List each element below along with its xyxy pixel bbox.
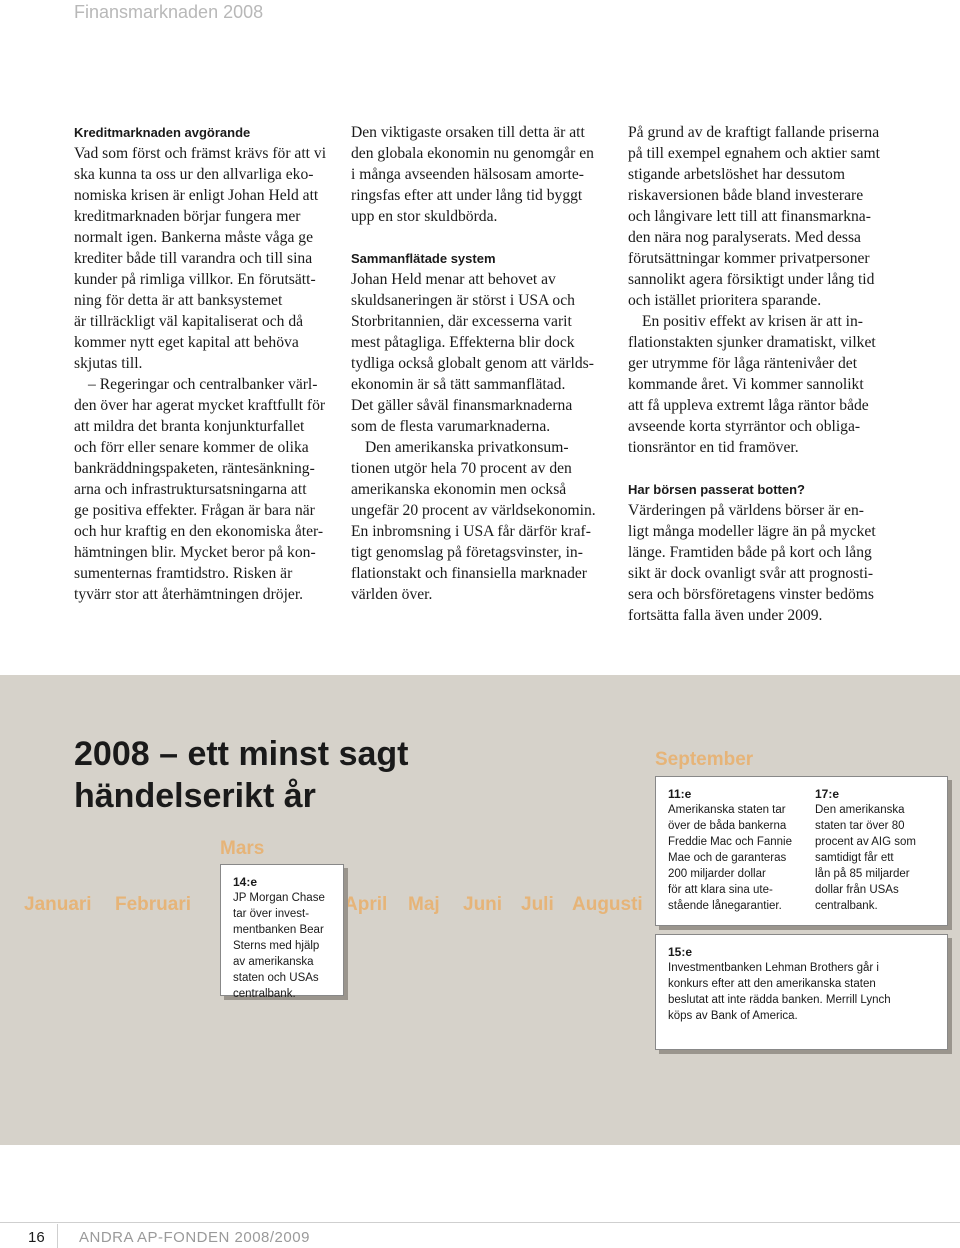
text-line: Vad som först och främst krävs för att vi — [74, 145, 327, 162]
text-line: Den amerikanska privatkonsum- — [365, 439, 569, 456]
text-line: stigande arbetslöshet har dessutom — [628, 166, 845, 183]
timeline-title-line: 2008 – ett minst sagt — [74, 735, 409, 773]
text-line: Amerikanska staten tar — [668, 804, 786, 816]
section-heading: Har börsen passerat botten? — [628, 482, 805, 497]
text-line: den nära nog paralyserats. Med dessa — [628, 229, 861, 246]
text-line: sannolikt agera försiktigt under lång tid — [628, 271, 875, 288]
text-line: Johan Held menar att behovet av — [351, 271, 556, 288]
text-line: tionen utgör hela 70 procent av den — [351, 460, 572, 477]
text-column-2 — [351, 122, 616, 605]
paragraph — [74, 143, 336, 374]
event-card-september-top — [655, 776, 948, 926]
page-number: 16 — [28, 1229, 45, 1246]
event-text — [668, 802, 803, 914]
event-text — [815, 802, 939, 914]
text-line: länge. Framtiden både på kort och lång — [628, 544, 872, 561]
text-line: På grund av de kraftigt fallande priserna — [628, 124, 880, 141]
text-line: Mae och de garanteras — [668, 852, 787, 864]
text-line: köps av Bank of America. — [668, 1010, 798, 1022]
text-line: 200 miljarder dollar — [668, 868, 766, 880]
text-line: Värderingen på världens börser är en- — [628, 502, 864, 519]
text-column-1 — [74, 122, 336, 605]
publication-name: ANDRA AP-FONDEN 2008/2009 — [79, 1229, 310, 1246]
timeline-title — [74, 733, 408, 817]
text-line: skuldsaneringen är störst i USA och — [351, 292, 575, 309]
text-line: ligt många modeller lägre än på mycket — [628, 523, 876, 540]
text-line: kommer nytt eget kapital att behöva — [74, 334, 299, 351]
text-line: En inbromsning i USA får därför kraf- — [351, 523, 591, 540]
text-line: JP Morgan Chase — [233, 892, 325, 904]
text-line: centralbank. — [815, 900, 878, 912]
text-line: Det gäller såväl finansmarknaderna — [351, 397, 573, 414]
text-line: nomiska krisen är enligt Johan Held att — [74, 187, 319, 204]
text-line: krediter både till varandra och till sina — [74, 250, 313, 267]
text-line: kreditmarknaden börjar fungera mer — [74, 208, 301, 225]
month-februari: Februari — [115, 894, 192, 915]
text-line: ger utrymme för låga räntenivåer det — [628, 355, 858, 372]
section-heading: Sammanflätade system — [351, 251, 496, 266]
paragraph — [628, 311, 890, 458]
text-line: ska kunna ta oss ur den allvarliga eko- — [74, 166, 314, 183]
text-line: och istället prioritera sparande. — [628, 292, 822, 309]
text-line: staten tar över 80 — [815, 820, 905, 832]
footer-divider — [57, 1224, 58, 1248]
paragraph — [74, 374, 336, 605]
month-april: April — [344, 894, 388, 915]
text-line: för att klara sina ute- — [668, 884, 773, 896]
text-line: och förr eller senare kommer de olika — [74, 439, 309, 456]
text-line: på till exempel egnahem och aktier samt — [628, 145, 881, 162]
paragraph — [628, 122, 890, 311]
text-line: att mildra det branta konjunkturfallet — [74, 418, 305, 435]
text-line: sera och börsföretagens vinster bedöms — [628, 586, 874, 603]
text-line: kommande året. Vi kommer sannolikt — [628, 376, 864, 393]
month-maj: Maj — [408, 894, 440, 915]
text-line: flationstakten sjunker dramatiskt, vilket — [628, 334, 876, 351]
text-line: är tillräckligt väl kapitaliserat och då — [74, 313, 304, 330]
text-line: över de båda bankerna — [668, 820, 787, 832]
month-juli: Juli — [521, 894, 554, 915]
text-line: bankräddningspaketen, räntesänkning- — [74, 460, 315, 477]
text-line: ungefär 20 procent av världsekonomin. — [351, 502, 596, 519]
text-line: av amerikanska — [233, 956, 314, 968]
event-entry — [815, 786, 939, 914]
text-line: den globala ekonomin nu genomgår en — [351, 145, 594, 162]
text-line: och hur kraftig en den ekonomiska åter- — [74, 523, 324, 540]
text-line: skjutas till. — [74, 355, 143, 372]
month-januari: Januari — [24, 894, 92, 915]
text-line: tydliga också globalt genom att världs- — [351, 355, 594, 372]
text-line: Den viktigaste orsaken till detta är att — [351, 124, 585, 141]
month-juni: Juni — [463, 894, 503, 915]
text-line: Storbritannien, där excesserna varit — [351, 313, 572, 330]
event-date: 14:e — [233, 875, 258, 889]
text-line: fortsätta falla även under 2009. — [628, 607, 823, 624]
event-text — [668, 960, 935, 1024]
text-line: konkurs efter att den amerikanska staten — [668, 978, 876, 990]
text-line: beslutat att inte rädda banken. Merrill Lynch — [668, 994, 891, 1006]
text-line: centralbank. — [233, 988, 296, 1000]
running-header: Finansmarknaden 2008 — [74, 2, 264, 22]
month-september: September — [655, 749, 754, 770]
event-card-september-bottom — [655, 934, 948, 1050]
text-line: tionsräntor en tid framöver. — [628, 439, 799, 456]
text-line: världen över. — [351, 586, 433, 603]
text-line: hämtningen blir. Mycket beror på kon- — [74, 544, 316, 561]
text-line: ekonomin är så tätt sammanflätad. — [351, 376, 566, 393]
text-line: dollar från USAs — [815, 884, 899, 896]
text-line: amerikanska ekonomin men också — [351, 481, 567, 498]
text-line: mest påtagliga. Effekterna blir dock — [351, 334, 575, 351]
month-augusti: Augusti — [572, 894, 643, 915]
text-line: lån på 85 miljarder — [815, 868, 910, 880]
text-line: En positiv effekt av krisen är att in- — [642, 313, 863, 330]
text-line: tyvärr stor att återhämtningen dröjer. — [74, 586, 304, 603]
text-line: avseende korta styrräntor och obliga- — [628, 418, 861, 435]
text-line: – Regeringar och centralbanker värl- — [88, 376, 318, 393]
text-line: tigt genomslag på företagsvinster, in- — [351, 544, 583, 561]
text-line: procent av AIG som — [815, 836, 916, 848]
text-line: ringsfas efter att under lång tid byggt — [351, 187, 583, 204]
timeline-title-line: händelserikt år — [74, 777, 316, 815]
event-entry — [668, 786, 803, 914]
text-line: kunder på rimliga villkor. En förutsätt- — [74, 271, 316, 288]
text-line: förutsättningar kommer privatpersoner — [628, 250, 870, 267]
event-text — [233, 890, 331, 1002]
paragraph — [351, 269, 616, 437]
text-line: normalt igen. Bankerna måste våga ge — [74, 229, 314, 246]
text-line: upp en stor skuldbörda. — [351, 208, 498, 225]
text-line: och långivare lett till att finansmarkna- — [628, 208, 871, 225]
text-line: staten och USAs — [233, 972, 319, 984]
event-date: 11:e — [668, 787, 692, 801]
section-heading: Kreditmarknaden avgörande — [74, 125, 251, 140]
paragraph — [628, 500, 890, 626]
text-line: arna och infrastruktursatsningarna att — [74, 481, 307, 498]
text-line: Den amerikanska — [815, 804, 905, 816]
text-column-3 — [628, 122, 890, 626]
text-line: sikt är dock ovanligt svår att prognosti- — [628, 565, 874, 582]
text-line: Sterns med hjälp — [233, 940, 320, 952]
text-line: flationstakt och finansiella marknader — [351, 565, 587, 582]
event-card-mars — [220, 864, 344, 1000]
paragraph — [351, 437, 616, 605]
text-line: Freddie Mac och Fannie — [668, 836, 793, 848]
text-line: sumenternas framtidstro. Risken är — [74, 565, 293, 582]
text-line: samtidigt får ett — [815, 852, 894, 864]
text-line: Investmentbanken Lehman Brothers går i — [668, 962, 879, 974]
event-date: 15:e — [668, 945, 693, 959]
paragraph — [351, 122, 616, 227]
month-mars: Mars — [220, 838, 265, 859]
text-line: riskaversionen både bland investerare — [628, 187, 864, 204]
text-line: ning för detta är att banksystemet — [74, 292, 283, 309]
text-line: ge positiva effekter. Frågan är bara när — [74, 502, 315, 519]
text-line: stående lånegarantier. — [668, 900, 782, 912]
event-date: 17:e — [815, 787, 840, 801]
text-line: mentbanken Bear — [233, 924, 324, 936]
text-line: att få uppleva extremt låga räntor både — [628, 397, 869, 414]
text-line: tar över invest- — [233, 908, 310, 920]
text-line: den över har agerat mycket kraftfullt för — [74, 397, 326, 414]
text-line: i många avseenden hälsosam amorte- — [351, 166, 584, 183]
footer-rule — [0, 1222, 960, 1223]
text-line: som de flesta varumarknaderna. — [351, 418, 551, 435]
